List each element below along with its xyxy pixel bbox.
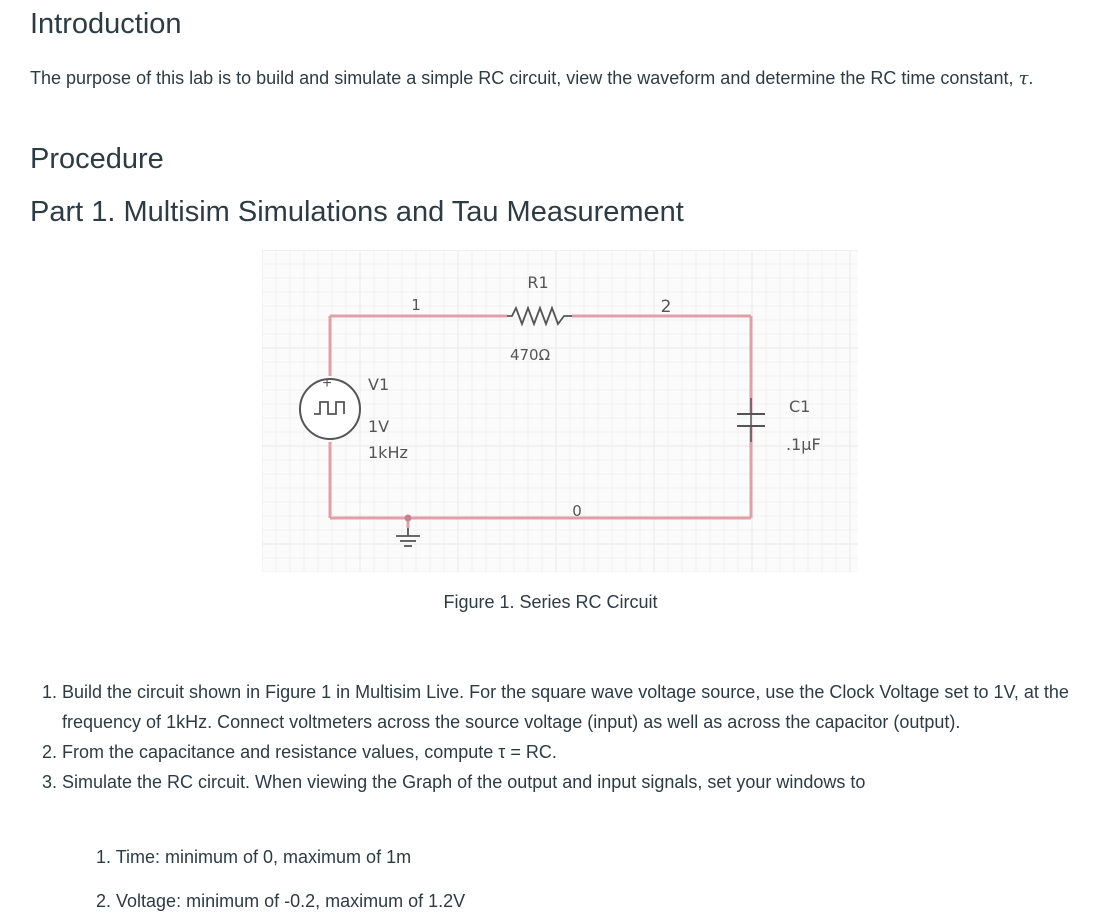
introduction-text: The purpose of this lab is to build and simulate a simple RC circuit, view the waveform and determine the RC time constant, <box>30 68 1019 88</box>
node-2-label: 2 <box>660 297 672 317</box>
source-voltage: 1V <box>368 417 390 436</box>
part1-heading: Part 1. Multisim Simulations and Tau Measurement <box>30 196 684 228</box>
introduction-end: . <box>1028 68 1034 88</box>
rc-circuit-figure <box>262 250 858 572</box>
introduction-paragraph <box>30 63 1070 94</box>
substep-voltage: 2. Voltage: minimum of -0.2, maximum of 1.2V <box>96 891 466 911</box>
tau-symbol: τ <box>1018 68 1029 89</box>
step-1: 1. Build the circuit shown in Figure 1 in Multisim Live. For the square wave voltage source, use the Clock Voltage set to 1V, at the frequency of 1kHz. Connect voltmeters across the source voltage (input) as well as across the capacitor (output). <box>62 677 1087 737</box>
procedure-steps <box>62 677 1087 797</box>
procedure-heading: Procedure <box>30 143 164 175</box>
step-2: 2. From the capacitance and resistance values, compute τ = RC. <box>62 737 1087 767</box>
capacitor-name: C1 <box>789 397 811 416</box>
capacitor-value: .1µF <box>786 435 821 454</box>
resistor-value: 470Ω <box>509 346 551 364</box>
source-plus-sign: + <box>322 375 332 392</box>
ground-junction <box>405 515 412 522</box>
substep-time: 1. Time: minimum of 0, maximum of 1m <box>96 847 412 867</box>
node-0-label: 0 <box>572 502 582 520</box>
figure-caption: Figure 1. Series RC Circuit <box>443 592 658 612</box>
resistor-name: R1 <box>527 273 549 292</box>
step-3: 3. Simulate the RC circuit. When viewing the Graph of the output and input signals, set your windows to <box>62 767 1087 797</box>
node-1-label: 1 <box>411 296 421 314</box>
introduction-heading: Introduction <box>30 8 182 40</box>
source-name: V1 <box>368 375 390 394</box>
source-frequency: 1kHz <box>368 443 408 462</box>
